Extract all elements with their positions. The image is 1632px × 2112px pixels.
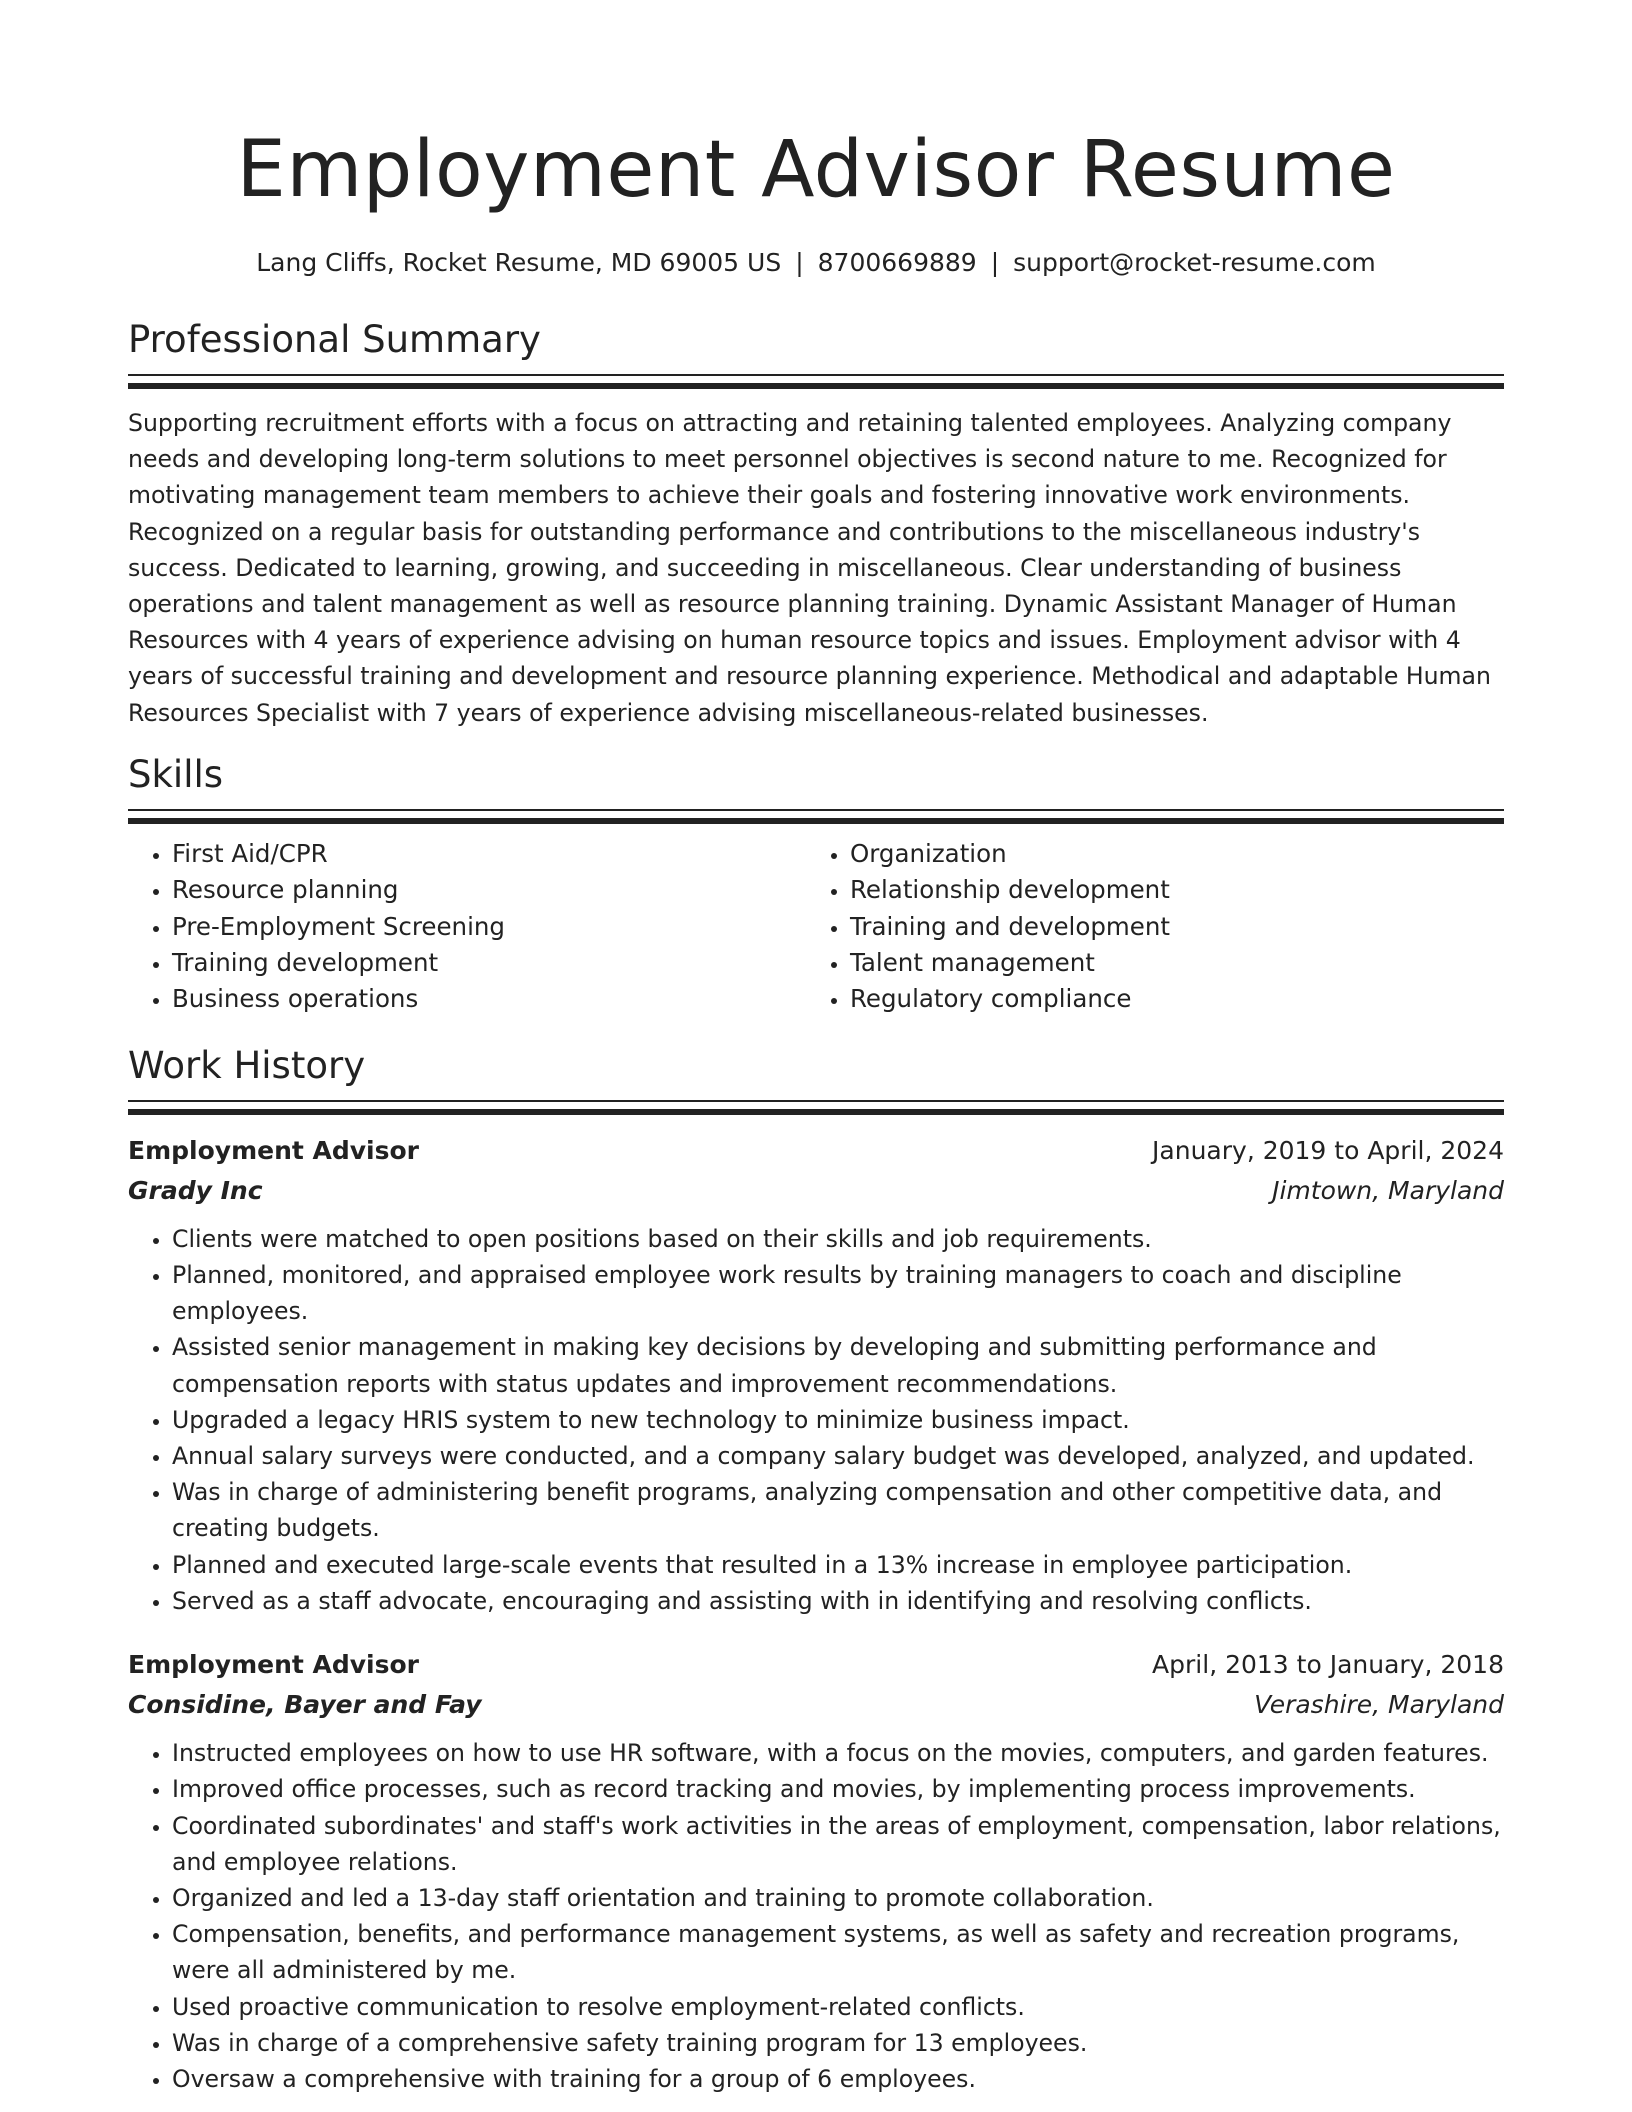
job-subheader <box>128 1685 1504 1725</box>
skill-item: • First Aid/CPR <box>172 836 806 872</box>
job-title: Employment Advisor <box>128 1650 420 1680</box>
skill-item: • Organization <box>850 836 1484 872</box>
resume-page <box>128 0 1504 2097</box>
job-bullet: • Used proactive communication to resolve employment-related conflicts. <box>172 1989 1504 2025</box>
job-header <box>128 1645 1504 1685</box>
skill-item: • Regulatory compliance <box>850 981 1484 1017</box>
job-bullet: • Coordinated subordinates' and staff's work activities in the areas of employment, compensation, labor relations, and employee relations. <box>172 1808 1504 1880</box>
work-history-section <box>128 1044 1504 2097</box>
job-bullet: • Planned and executed large-scale events that resulted in a 13% increase in employee participation. <box>172 1547 1504 1583</box>
summary-heading: Professional Summary <box>128 318 541 361</box>
skills-right-list <box>806 836 1484 1018</box>
job-location: Jimtown, Maryland <box>1272 1175 1504 1205</box>
job-bullet: • Annual salary surveys were conducted, and a company salary budget was developed, analyzed, and updated. <box>172 1438 1504 1474</box>
skill-item: • Training development <box>172 945 806 981</box>
job-entry <box>128 1131 1504 1619</box>
skill-item: • Pre-Employment Screening <box>172 909 806 945</box>
skills-heading: Skills <box>128 752 224 796</box>
resume-title: Employment Advisor Resume <box>236 125 1396 215</box>
contact-email[interactable]: support@rocket-resume.com <box>1013 248 1376 277</box>
job-bullet: • Planned, monitored, and appraised employee work results by training managers to coach and discipline employees. <box>172 1257 1504 1329</box>
job-bullet: • Served as a staff advocate, encouraging and assisting with in identifying and resolving conflicts. <box>172 1583 1504 1619</box>
job-bullet: • Instructed employees on how to use HR software, with a focus on the movies, computers, and garden features. <box>172 1735 1504 1771</box>
skills-section <box>128 753 1504 1018</box>
skill-item: • Business operations <box>172 981 806 1017</box>
contact-address: Lang Cliffs, Rocket Resume, MD 69005 US <box>256 248 782 277</box>
job-bullet: • Was in charge of administering benefit programs, analyzing compensation and other competitive data, and creating budgets. <box>172 1474 1504 1546</box>
skill-item: • Relationship development <box>850 872 1484 908</box>
job-entry <box>128 1645 1504 2097</box>
contact-phone: 8700669889 <box>817 248 977 277</box>
job-subheader <box>128 1171 1504 1211</box>
job-bullet: • Upgraded a legacy HRIS system to new technology to minimize business impact. <box>172 1402 1504 1438</box>
job-bullets <box>128 1221 1504 1619</box>
contact-separator: | <box>795 248 804 277</box>
summary-section <box>128 318 1504 731</box>
skill-item: • Resource planning <box>172 872 806 908</box>
job-title: Employment Advisor <box>128 1135 420 1165</box>
job-bullet: • Organized and led a 13-day staff orientation and training to promote collaboration. <box>172 1880 1504 1916</box>
section-divider <box>128 374 1504 387</box>
contact-line <box>128 246 1504 280</box>
summary-text: Supporting recruitment efforts with a focus on attracting and retaining talented employees. Analyzing company needs and developing long-term solutions to meet personnel objectives is second nature to me. Recognized for motivating management team members to achieve their goals and fostering innovative work environments. Recognized on a regular basis for outstanding performance and contributions to the miscellaneous industry's success. Dedicated to learning, growing, and succeeding in miscellaneous. Clear understanding of business operations and talent management as well as resource planning training. Dynamic Assistant Manager of Human Resources with 4 years of experience advising on human resource topics and issues. Employment advisor with 4 years of successful training and development and resource planning experience. Methodical and adaptable Human Resources Specialist with 7 years of experience advising miscellaneous-related businesses. <box>128 409 1491 727</box>
job-company: Considine, Bayer and Fay <box>128 1690 482 1720</box>
job-bullet: • Improved office processes, such as record tracking and movies, by implementing process improvements. <box>172 1771 1504 1807</box>
job-bullets <box>128 1735 1504 2097</box>
skills-left-list <box>128 836 806 1018</box>
job-bullet: • Was in charge of a comprehensive safety training program for 13 employees. <box>172 2025 1504 2061</box>
work-history-heading: Work History <box>128 1043 366 1087</box>
job-bullet: • Assisted senior management in making key decisions by developing and submitting performance and compensation reports with status updates and improvement recommendations. <box>172 1329 1504 1401</box>
job-location: Verashire, Maryland <box>1254 1690 1504 1720</box>
job-dates: January, 2019 to April, 2024 <box>1152 1135 1504 1165</box>
job-bullet: • Clients were matched to open positions based on their skills and job requirements. <box>172 1221 1504 1257</box>
skills-columns <box>128 836 1504 1018</box>
skill-item: • Talent management <box>850 945 1484 981</box>
job-bullet: • Oversaw a comprehensive with training for a group of 6 employees. <box>172 2061 1504 2097</box>
job-dates: April, 2013 to January, 2018 <box>1152 1650 1504 1680</box>
job-company: Grady Inc <box>128 1175 263 1205</box>
skill-item: • Training and development <box>850 909 1484 945</box>
contact-separator: | <box>990 248 1000 277</box>
section-divider <box>128 809 1504 822</box>
job-header <box>128 1131 1504 1171</box>
job-bullet: • Compensation, benefits, and performance management systems, as well as safety and recreation programs, were all administered by me. <box>172 1916 1504 1988</box>
section-divider <box>128 1100 1504 1113</box>
